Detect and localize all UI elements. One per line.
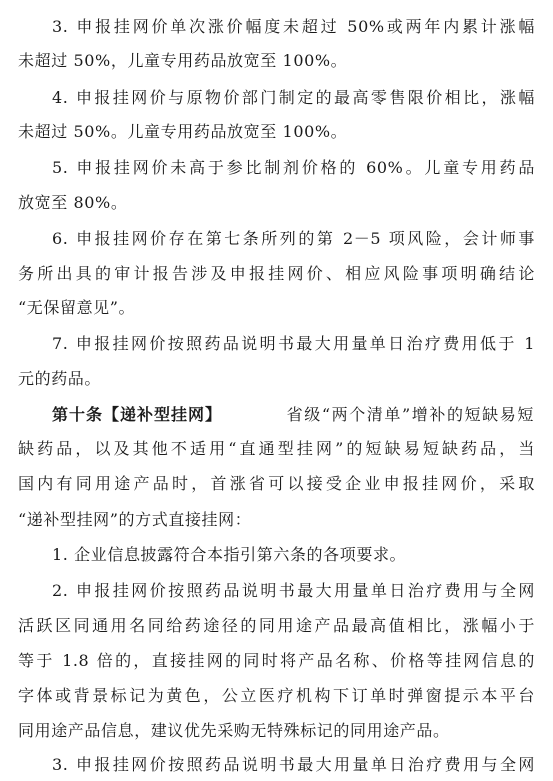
section-heading: 第十条【递补型挂网】	[52, 405, 223, 424]
paragraph-line: 活跃区同通用名同给药途径的同用途产品最高值相比，涨幅小于	[18, 616, 535, 635]
paragraph-line: 同用途产品信息，建议优先采购无特殊标记的同用途产品。	[18, 721, 450, 740]
section-heading-row	[52, 400, 535, 430]
paragraph-line: 国内有同用途产品时，首涨省可以接受企业申报挂网价，采取	[18, 474, 535, 493]
paragraph-line: 1. 企业信息披露符合本指引第六条的各项要求。	[52, 545, 407, 564]
paragraph-line: 3. 申报挂网价单次涨价幅度未超过 50%或两年内累计涨幅	[52, 17, 535, 36]
paragraph-line: 等于 1.8 倍的，直接挂网的同时将产品名称、价格等挂网信息的	[18, 651, 535, 670]
paragraph-line: 放宽至 80%。	[18, 193, 128, 212]
paragraph-line: 未超过 50%，儿童专用药品放宽至 100%。	[18, 51, 348, 70]
paragraph-line: 未超过 50%。儿童专用药品放宽至 100%。	[18, 122, 348, 141]
paragraph-line: 4. 申报挂网价与原物价部门制定的最高零售限价相比，涨幅	[52, 88, 535, 107]
paragraph-line: 缺药品，以及其他不适用“直通型挂网”的短缺易短缺药品，当	[18, 439, 535, 458]
paragraph-line: 元的药品。	[18, 369, 102, 388]
paragraph-line: “递补型挂网”的方式直接挂网：	[18, 510, 252, 529]
paragraph-line: 5. 申报挂网价未高于参比制剂价格的 60%。儿童专用药品	[52, 158, 535, 177]
paragraph-line: 7. 申报挂网价按照药品说明书最大用量单日治疗费用低于 1	[52, 334, 535, 353]
paragraph-line: 省级“两个清单”增补的短缺易短	[286, 405, 535, 424]
paragraph-line: 3. 申报挂网价按照药品说明书最大用量单日治疗费用与全网	[52, 755, 535, 774]
paragraph-line: “无保留意见”。	[18, 298, 136, 317]
paragraph-line: 字体或背景标记为黄色，公立医疗机构下订单时弹窗提示本平台	[18, 686, 535, 705]
paragraph-line: 2. 申报挂网价按照药品说明书最大用量单日治疗费用与全网	[52, 581, 535, 600]
paragraph-line: 6. 申报挂网价存在第七条所列的第 2－5 项风险，会计师事	[52, 229, 535, 248]
paragraph-line: 务所出具的审计报告涉及申报挂网价、相应风险事项明确结论	[18, 264, 535, 283]
